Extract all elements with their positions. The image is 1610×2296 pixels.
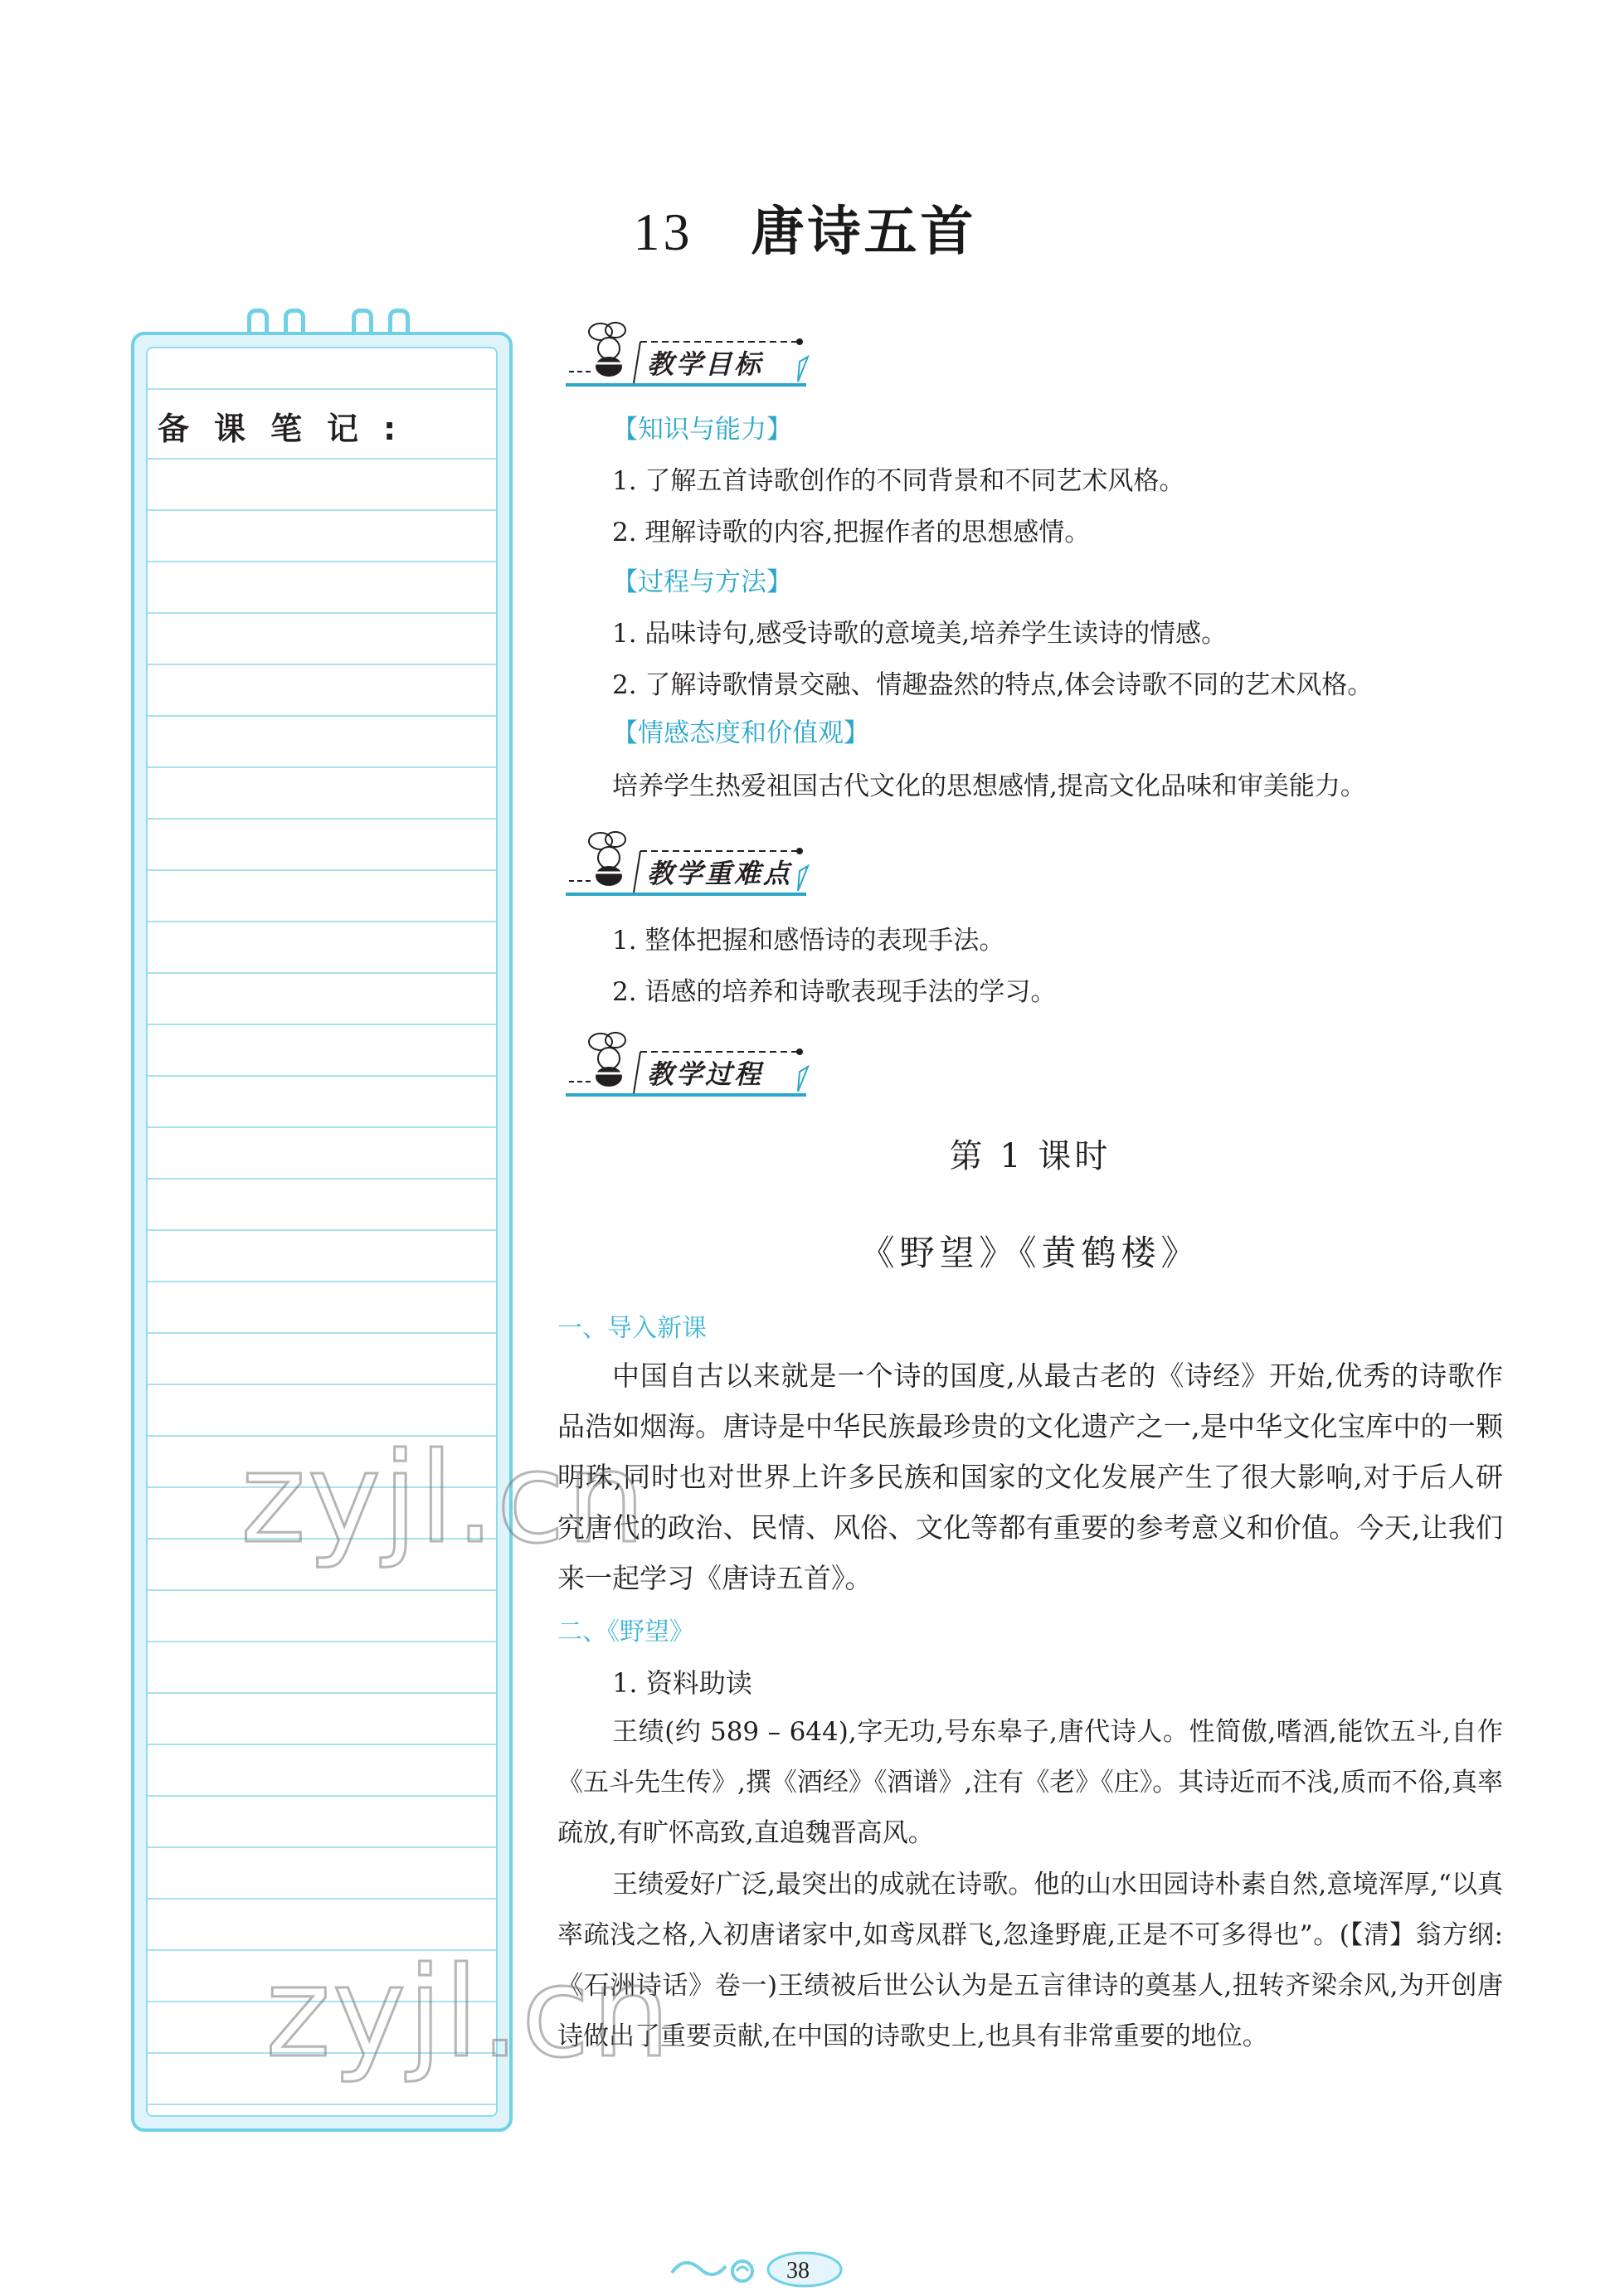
goal-item: 2. 理解诗歌的内容,把握作者的思想感情。 — [612, 518, 1091, 547]
goal-item: 2. 了解诗歌情景交融、情趣盎然的特点,体会诗歌不同的艺术风格。 — [612, 670, 1374, 700]
section-title: 教学重难点 — [647, 858, 793, 889]
lesson-title — [0, 189, 1610, 265]
lesson-notes-panel — [131, 332, 513, 2132]
lesson-number: 13 — [633, 202, 693, 261]
notes-lined-area[interactable] — [146, 347, 498, 2117]
poems-heading: 《野望》《黄鹤楼》 — [859, 1233, 1201, 1273]
period-heading: 第 1 课时 — [949, 1137, 1111, 1175]
bio-paragraph: 王绩(约 589 – 644),字无功,号东皋子,唐代诗人。性简傲,嗜酒,能饮五斗,自作《五斗先生传》,撰《酒经》《酒谱》,注有《老》《庄》。其诗近而不浅,质而不俗,真率疏放,有旷怀高致,直追魏晋高风。 — [557, 1717, 1503, 1848]
subhead-process: 【过程与方法】 — [612, 567, 792, 597]
section-header-process — [557, 1024, 815, 1100]
section-header-keypoints — [557, 823, 815, 899]
keypoint-item: 1. 整体把握和感悟诗的表现手法。 — [612, 926, 1005, 956]
watermark: zyjl.cn — [241, 1427, 648, 1571]
keypoint-item: 2. 语感的培养和诗歌表现手法的学习。 — [612, 977, 1057, 1007]
subhead-emotion: 【情感态度和价值观】 — [612, 718, 869, 748]
goal-item: 1. 了解五首诗歌创作的不同背景和不同艺术风格。 — [612, 466, 1185, 496]
bio-paragraph: 王绩爱好广泛,最突出的成就在诗歌。他的山水田园诗朴素自然,意境浑厚,“以真率疏浅之格,入初唐诸家中,如鸢凤群飞,忽逢野鹿,正是不可多得也”。(【清】翁方纲:《石洲诗话》卷一)王绩被后世公认为是五言律诗的奠基人,扭转齐梁余风,为开创唐诗做出了重要贡献,在中国的诗歌史上,也具有非常重要的地位。 — [557, 1870, 1503, 2051]
section-title: 教学过程 — [647, 1058, 764, 1090]
goal-item: 1. 品味诗句,感受诗歌的意境美,培养学生读诗的情感。 — [612, 619, 1228, 649]
notes-label: 备课笔记: — [158, 411, 421, 447]
subhead-knowledge: 【知识与能力】 — [612, 415, 792, 445]
page-number: 38 — [786, 2258, 810, 2284]
section-header-goals — [557, 314, 815, 390]
goal-item: 培养学生热爱祖国古代文化的思想感情,提高文化品味和审美能力。 — [612, 771, 1366, 801]
section-title: 教学目标 — [647, 348, 764, 380]
lesson-name: 唐诗五首 — [751, 202, 977, 263]
intro-heading: 一、导入新课 — [557, 1314, 707, 1343]
swirl-ornament-icon — [664, 2248, 846, 2289]
intro-paragraph: 中国自古以来就是一个诗的国度,从最古老的《诗经》开始,优秀的诗歌作品浩如烟海。唐诗是中华民族最珍贵的文化遗产之一,是中华文化宝库中的一颗明珠,同时也对世界上许多民族和国家的文化发展产生了很大影响,对于后人研究唐代的政治、民情、风俗、文化等都有重要的参考意义和价值。今天,让我们来一起学习《唐诗五首》。 — [557, 1360, 1503, 1594]
yewang-heading: 二、《野望》 — [557, 1617, 694, 1647]
material-heading: 1. 资料助读 — [612, 1667, 752, 1699]
watermark: zyjl.cn — [265, 1941, 673, 2085]
